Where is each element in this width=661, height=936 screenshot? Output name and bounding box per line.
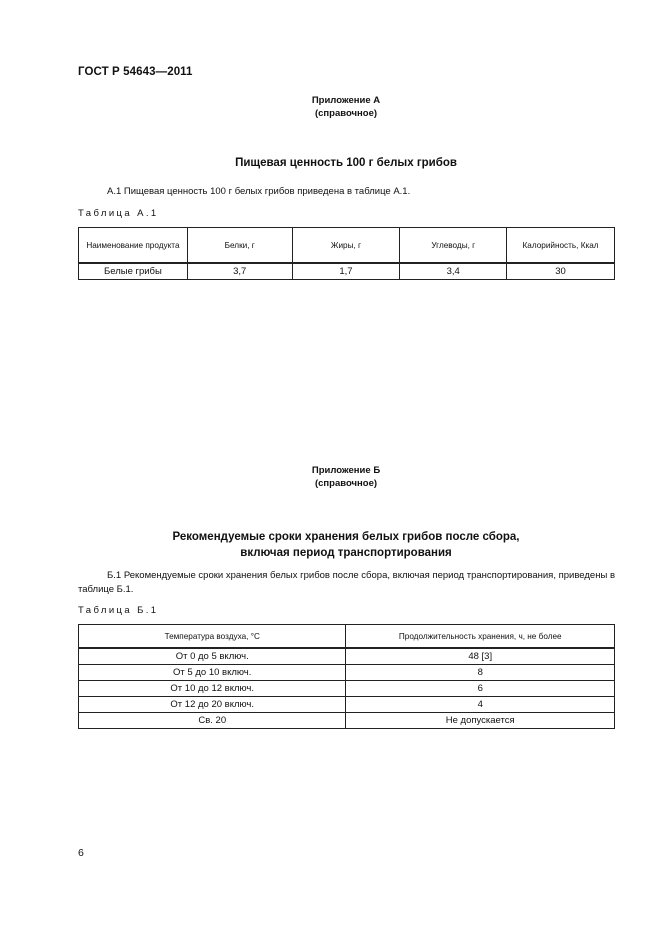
table-cell: От 12 до 20 включ. bbox=[79, 697, 346, 713]
table-row bbox=[79, 665, 615, 681]
annex-a-title: Приложение А bbox=[311, 95, 381, 106]
table-header-cell: Жиры, г bbox=[292, 228, 400, 264]
table-header-cell: Продолжительность хранения, ч, не более bbox=[346, 625, 615, 649]
annex-b-title-block bbox=[0, 464, 661, 490]
table-row bbox=[79, 263, 615, 280]
table-cell: 3,4 bbox=[400, 263, 507, 280]
table-a1-header-row bbox=[79, 228, 615, 264]
table-cell: 4 bbox=[346, 697, 615, 713]
table-header-cell: Наименование продукта bbox=[79, 228, 188, 264]
annex-a-heading: Пищевая ценность 100 г белых грибов bbox=[235, 157, 457, 169]
table-a1 bbox=[78, 227, 615, 280]
table-cell: 3,7 bbox=[187, 263, 292, 280]
table-cell: От 10 до 12 включ. bbox=[79, 681, 346, 697]
table-header-cell: Калорийность, Ккал bbox=[507, 228, 615, 264]
annex-b-title: Приложение Б bbox=[311, 465, 381, 476]
annex-b-heading bbox=[0, 529, 661, 561]
table-cell: 30 bbox=[507, 263, 615, 280]
table-row bbox=[79, 648, 615, 665]
annex-a-status: (справочное) bbox=[314, 108, 378, 119]
annex-b-heading-line: включая период транспортирования bbox=[240, 547, 452, 559]
table-a1-caption: Таблица А.1 bbox=[78, 208, 159, 219]
document-code: ГОСТ Р 54643—2011 bbox=[78, 66, 193, 78]
table-header-cell: Углеводы, г bbox=[400, 228, 507, 264]
table-row bbox=[79, 697, 615, 713]
annex-b-status: (справочное) bbox=[314, 478, 378, 489]
annex-b-paragraph: Б.1 Рекомендуемые сроки хранения белых грибов после сбора, включая период транспортирования, приведены в таблице Б.1. bbox=[78, 570, 615, 595]
table-row bbox=[79, 681, 615, 697]
table-header-cell: Белки, г bbox=[187, 228, 292, 264]
table-cell: Белые грибы bbox=[79, 263, 188, 280]
table-cell: От 5 до 10 включ. bbox=[79, 665, 346, 681]
annex-b-heading-line: Рекомендуемые сроки хранения белых грибов после сбора, bbox=[172, 531, 520, 543]
table-row bbox=[79, 713, 615, 729]
annex-a-paragraph: А.1 Пищевая ценность 100 г белых грибов приведена в таблице А.1. bbox=[107, 186, 411, 197]
table-b1-caption: Таблица Б.1 bbox=[78, 605, 159, 616]
table-header-cell: Температура воздуха, °С bbox=[79, 625, 346, 649]
table-b1-header-row bbox=[79, 625, 615, 649]
table-cell: Св. 20 bbox=[79, 713, 346, 729]
table-cell: 8 bbox=[346, 665, 615, 681]
page-number: 6 bbox=[78, 847, 84, 859]
table-cell: 1,7 bbox=[292, 263, 400, 280]
table-cell: От 0 до 5 включ. bbox=[79, 648, 346, 665]
table-b1 bbox=[78, 624, 615, 729]
table-cell: Не допускается bbox=[346, 713, 615, 729]
annex-a-title-block bbox=[0, 94, 661, 120]
table-cell: 48 [3] bbox=[346, 648, 615, 665]
table-cell: 6 bbox=[346, 681, 615, 697]
